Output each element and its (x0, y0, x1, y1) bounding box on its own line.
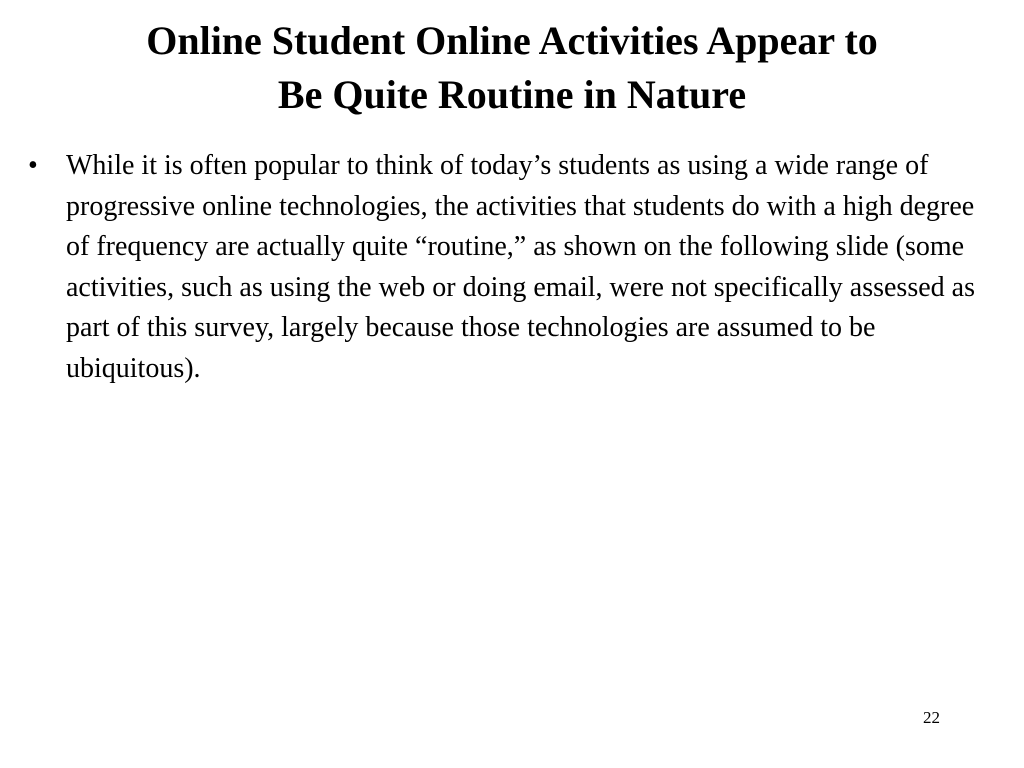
slide-title (40, 14, 984, 122)
slide-number: 22 (923, 708, 940, 727)
bullet-text: While it is often popular to think of today’s students as using a wide range of progressive online technologies, the activities that students do with a high degree of frequency are actually quite “routine,” as shown on the following slide (some activities, such as using the web or doing email, were not specifically assessed as part of this survey, largely because those technologies are assumed to be ubiquitous). (66, 150, 975, 384)
bullet-list (28, 146, 994, 390)
slide-title-line-2: Be Quite Routine in Nature (277, 72, 747, 117)
bullet-item (28, 146, 994, 390)
bullet-marker: • (28, 150, 38, 181)
slide-title-line-1: Online Student Online Activities Appear to (146, 18, 878, 63)
